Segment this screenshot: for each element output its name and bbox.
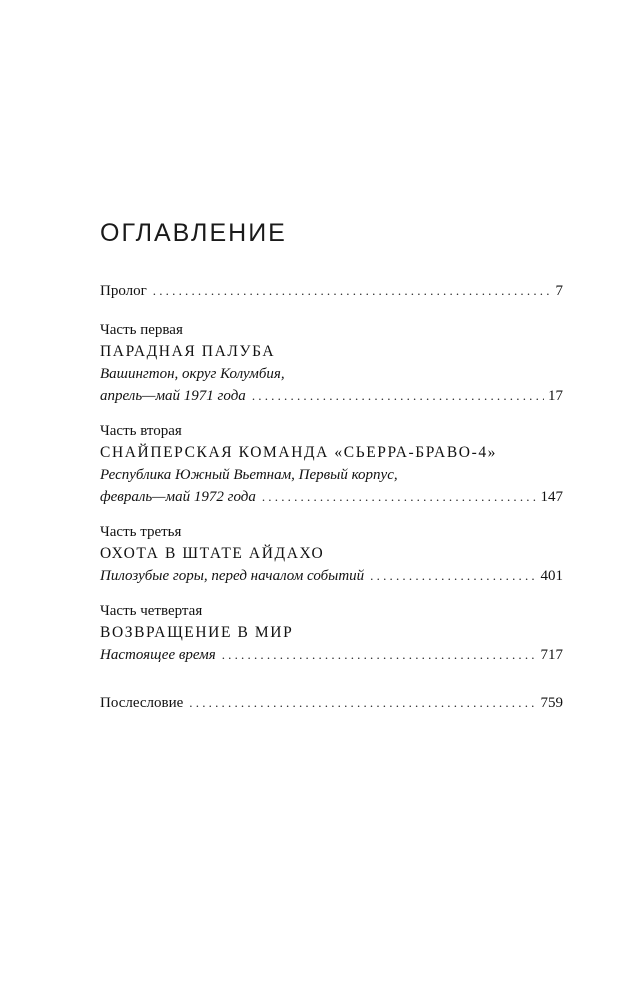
toc-entry-part-3[interactable] [100,521,563,587]
part-heading: ОХОТА В ШТАТЕ АЙДАХО [100,545,325,562]
toc-entry-epilogue[interactable] [100,692,563,714]
dot-leader [370,565,536,587]
toc-entry-part-1[interactable] [100,319,563,407]
page-number: 401 [540,568,563,584]
page-title: ОГЛАВЛЕНИЕ [100,219,287,247]
part-subtitle: Республика Южный Вьетнам, Первый корпус, [100,467,398,483]
dot-leader [153,280,552,302]
page-number: 17 [548,388,563,404]
dot-leader [189,692,536,714]
part-subtitle: февраль—май 1972 года [100,489,256,505]
dot-leader [262,486,537,508]
part-subtitle: апрель—май 1971 года [100,388,246,404]
part-label: Часть третья [100,524,182,540]
page-number: 7 [555,283,563,299]
part-subtitle: Пилозубые горы, перед началом событий [100,568,365,584]
page-number: 759 [540,695,563,711]
dot-leader [222,644,537,666]
part-heading: ПАРАДНАЯ ПАЛУБА [100,343,276,360]
entry-label: Пролог [100,283,147,299]
part-label: Часть четвертая [100,603,203,619]
part-subtitle: Настоящее время [100,647,216,663]
part-subtitle: Вашингтон, округ Колумбия, [100,366,285,382]
part-label: Часть вторая [100,423,182,439]
page-number: 147 [540,489,563,505]
toc-entry-part-4[interactable] [100,600,563,666]
part-heading: СНАЙПЕРСКАЯ КОМАНДА «СЬЕРРА-БРАВО-4» [100,444,498,461]
part-label: Часть первая [100,322,183,338]
page-number: 717 [540,647,563,663]
toc-entry-prologue[interactable] [100,280,563,302]
toc-entry-part-2[interactable] [100,420,563,508]
entry-label: Послесловие [100,695,184,711]
part-heading: ВОЗВРАЩЕНИЕ В МИР [100,624,294,641]
table-of-contents [100,280,563,714]
dot-leader [252,385,544,407]
